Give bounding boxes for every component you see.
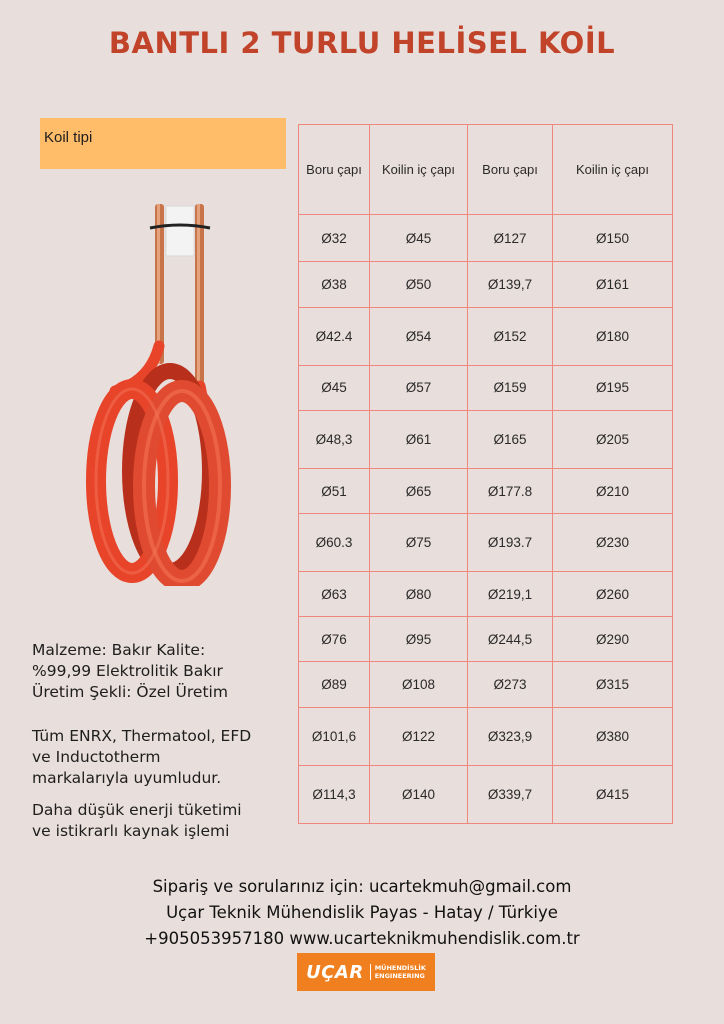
table-cell: Ø415: [553, 765, 673, 823]
header-coil-inner-diameter: Koilin iç çapı: [370, 125, 468, 215]
material-line-1: Malzeme: Bakır Kalite:: [32, 641, 206, 659]
table-cell: Ø60.3: [299, 514, 370, 572]
table-cell: Ø89: [299, 662, 370, 707]
production-line: Üretim Şekli: Özel Üretim: [32, 683, 228, 701]
table-header-row: [299, 125, 673, 215]
table-cell: Ø76: [299, 617, 370, 662]
table-row: [299, 514, 673, 572]
table-cell: Ø51: [299, 468, 370, 513]
table-cell: Ø323,9: [468, 707, 553, 765]
table-row: [299, 662, 673, 707]
size-table: [298, 124, 673, 824]
table-cell: Ø45: [299, 365, 370, 410]
compat-line-2: ve Inductotherm: [32, 748, 161, 766]
table-cell: Ø273: [468, 662, 553, 707]
table-cell: Ø177.8: [468, 468, 553, 513]
energy-text: [32, 800, 292, 842]
coil-type-label: Koil tipi: [44, 129, 93, 146]
table-cell: Ø339,7: [468, 765, 553, 823]
energy-line-2: ve istikrarlı kaynak işlemi: [32, 822, 230, 840]
table-cell: Ø193.7: [468, 514, 553, 572]
table-cell: Ø50: [370, 262, 468, 307]
table-row: [299, 765, 673, 823]
table-cell: Ø380: [553, 707, 673, 765]
table-cell: Ø38: [299, 262, 370, 307]
table-cell: Ø95: [370, 617, 468, 662]
table-cell: Ø195: [553, 365, 673, 410]
table-cell: Ø101,6: [299, 707, 370, 765]
table-row: [299, 410, 673, 468]
table-cell: Ø260: [553, 572, 673, 617]
logo-brand: UÇAR: [306, 961, 364, 983]
table-cell: Ø108: [370, 662, 468, 707]
table-cell: Ø54: [370, 307, 468, 365]
table-cell: Ø150: [553, 215, 673, 262]
logo-sub-line-2: ENGINEERING: [374, 972, 425, 980]
table-cell: Ø122: [370, 707, 468, 765]
logo-sub-line-1: MÜHENDİSLİK: [374, 964, 426, 972]
energy-line-1: Daha düşük enerji tüketimi: [32, 801, 242, 819]
table-cell: Ø205: [553, 410, 673, 468]
company-line: Uçar Teknik Mühendislik Payas - Hatay / Türkiye: [166, 903, 558, 922]
material-text: [32, 640, 292, 703]
table-row: [299, 572, 673, 617]
logo-subtitle: [370, 964, 426, 980]
coil-image: [70, 196, 240, 586]
table-cell: Ø114,3: [299, 765, 370, 823]
coil-type-box: [40, 118, 286, 169]
compatibility-text: [32, 726, 292, 789]
table-cell: Ø45: [370, 215, 468, 262]
header-pipe-diameter: Boru çapı: [299, 125, 370, 215]
header-coil-inner-diameter: Koilin iç çapı: [553, 125, 673, 215]
compat-line-3: markalarıyla uyumludur.: [32, 769, 222, 787]
table-cell: Ø161: [553, 262, 673, 307]
table-cell: Ø219,1: [468, 572, 553, 617]
contact-line: Sipariş ve sorularınız için: ucartekmuh@gmail.com: [152, 877, 572, 896]
table-cell: Ø180: [553, 307, 673, 365]
table-cell: Ø42.4: [299, 307, 370, 365]
table-cell: Ø165: [468, 410, 553, 468]
table-row: [299, 262, 673, 307]
table-row: [299, 707, 673, 765]
table-row: [299, 307, 673, 365]
table-cell: Ø57: [370, 365, 468, 410]
table-row: [299, 468, 673, 513]
table-row: [299, 365, 673, 410]
phone-web-line: +905053957180 www.ucarteknikmuhendislik.com.tr: [144, 929, 580, 948]
table-cell: Ø230: [553, 514, 673, 572]
table-cell: Ø140: [370, 765, 468, 823]
table-cell: Ø159: [468, 365, 553, 410]
table-cell: Ø139,7: [468, 262, 553, 307]
table-cell: Ø152: [468, 307, 553, 365]
table-cell: Ø32: [299, 215, 370, 262]
table-cell: Ø75: [370, 514, 468, 572]
table-cell: Ø61: [370, 410, 468, 468]
table-cell: Ø290: [553, 617, 673, 662]
header-pipe-diameter: Boru çapı: [468, 125, 553, 215]
page-title: BANTLI 2 TURLU HELİSEL KOİL: [108, 26, 616, 60]
table-cell: Ø210: [553, 468, 673, 513]
table-cell: Ø127: [468, 215, 553, 262]
material-line-2: %99,99 Elektrolitik Bakır: [32, 662, 223, 680]
table-cell: Ø65: [370, 468, 468, 513]
table-cell: Ø48,3: [299, 410, 370, 468]
table-cell: Ø63: [299, 572, 370, 617]
table-row: [299, 617, 673, 662]
table-cell: Ø315: [553, 662, 673, 707]
table-cell: Ø80: [370, 572, 468, 617]
table-cell: Ø244,5: [468, 617, 553, 662]
table-row: [299, 215, 673, 262]
company-logo: [297, 953, 435, 991]
compat-line-1: Tüm ENRX, Thermatool, EFD: [32, 727, 252, 745]
